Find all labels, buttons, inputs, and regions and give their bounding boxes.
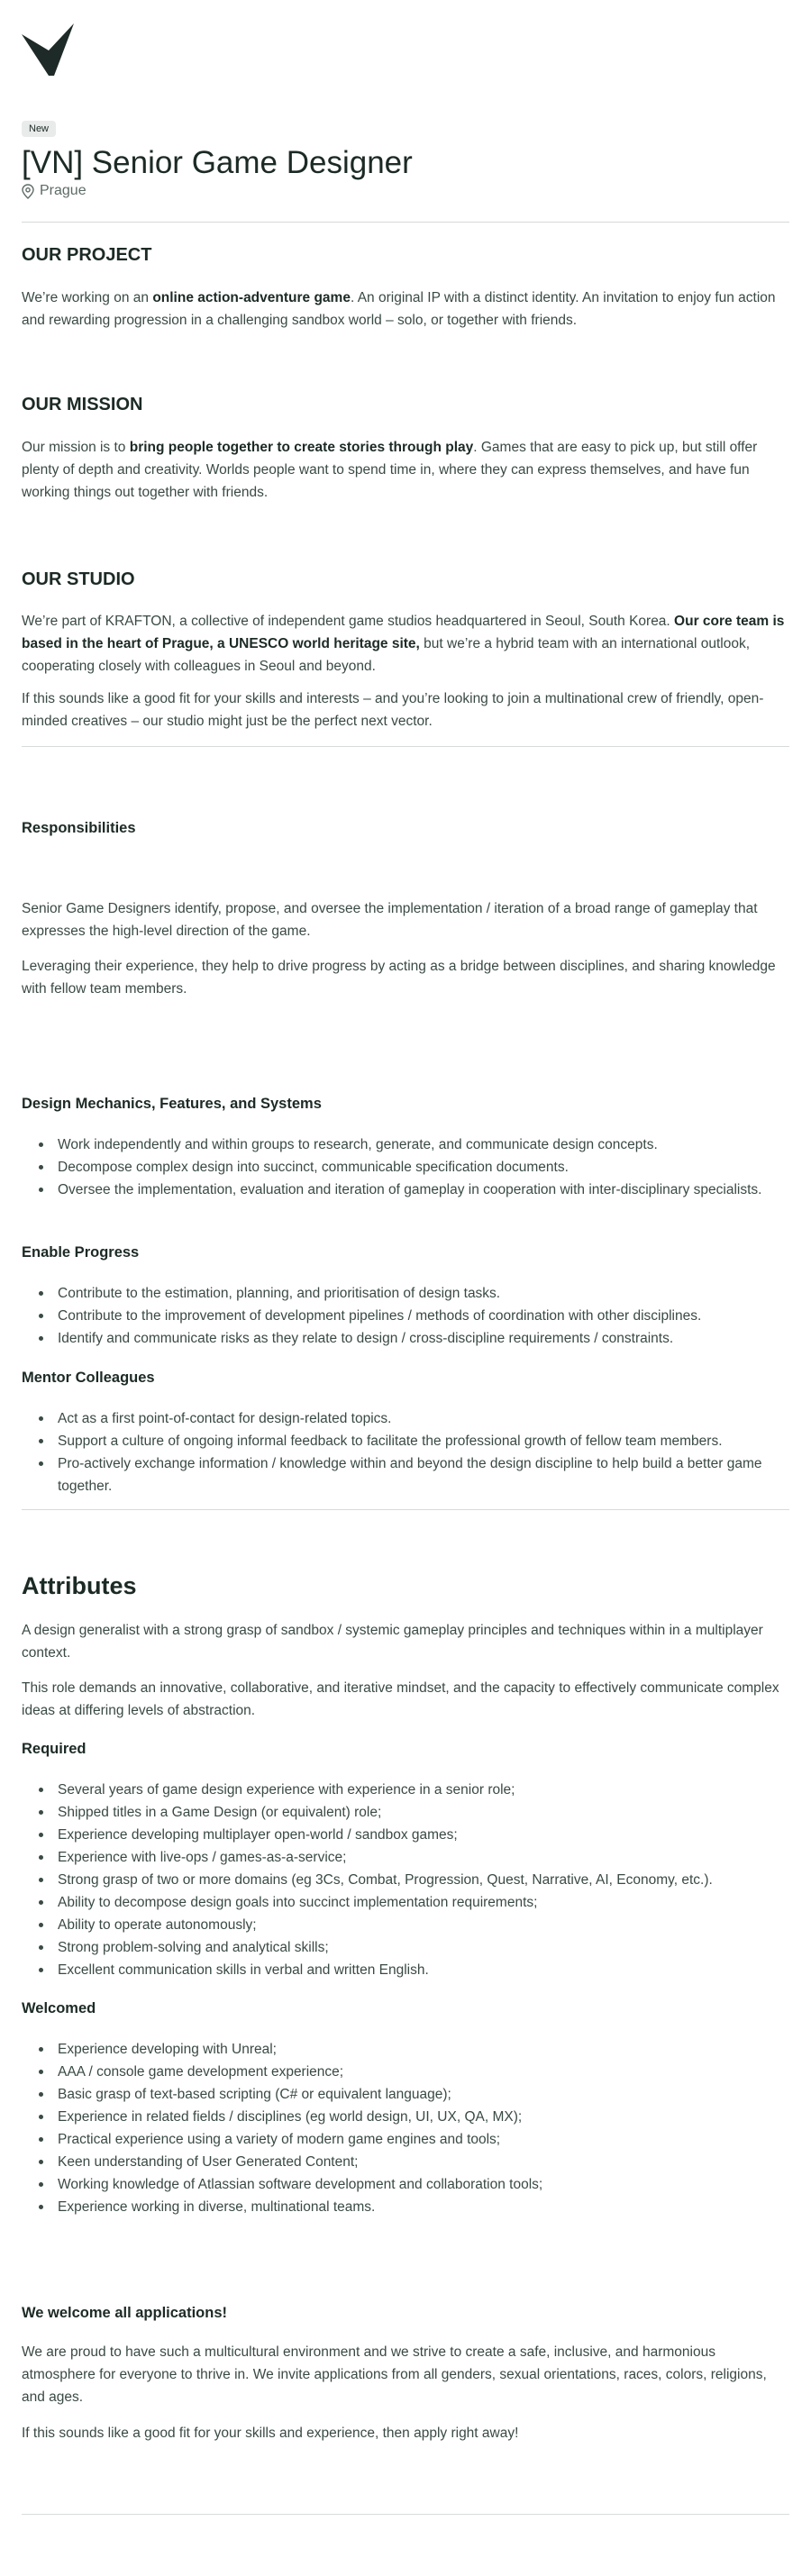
studio-text: We’re part of KRAFTON, a collective of independent game studios headquartered in Seoul, South Korea. Our core team is based in the heart of Prague, a UNESCO world heritage site, but we’re a hybrid team with an international outlook, cooperating closely with colleagues in Seoul and beyond.	[22, 614, 785, 674]
welcome-text-2: If this sounds like a good fit for your skills and experience, then apply right away!	[22, 2426, 519, 2441]
required-heading: Required	[22, 1741, 87, 1757]
group-title-design: Design Mechanics, Features, and Systems	[22, 1096, 322, 1112]
list-item: Practical experience using a variety of modern game engines and tools;	[22, 2128, 789, 2151]
list-item: AAA / console game development experience;	[22, 2061, 789, 2083]
required-list	[22, 1779, 789, 1981]
list-item: Act as a first point-of-contact for design-related topics.	[22, 1407, 789, 1430]
list-item: Several years of game design experience with experience in a senior role;	[22, 1779, 789, 1801]
list-item: Pro-actively exchange information / knowledge within and beyond the design discipline to help build a better game together.	[22, 1452, 789, 1497]
list-item: Work independently and within groups to research, generate, and communicate design concepts.	[22, 1133, 789, 1156]
mentor-list	[22, 1407, 789, 1497]
job-title: [VN] Senior Game Designer	[22, 145, 413, 180]
new-badge: New	[22, 121, 56, 137]
attributes-intro: A design generalist with a strong grasp of sandbox / systemic gameplay principles and techniques within in a multiplayer context.	[22, 1623, 763, 1661]
list-item: Basic grasp of text-based scripting (C# or equivalent language);	[22, 2083, 789, 2106]
design-list	[22, 1133, 789, 1201]
studio-heading: OUR STUDIO	[22, 569, 135, 589]
divider	[22, 2514, 789, 2515]
responsibilities-intro: Senior Game Designers identify, propose, and oversee the implementation / iteration of a broad range of gameplay that expresses the high-level direction of the game.	[22, 901, 758, 939]
group-title-mentor: Mentor Colleagues	[22, 1370, 155, 1386]
attributes-intro-2: This role demands an innovative, collaborative, and iterative mindset, and the capacity to effectively communicate complex ideas at differing levels of abstraction.	[22, 1680, 779, 1718]
list-item: Contribute to the estimation, planning, and prioritisation of design tasks.	[22, 1282, 789, 1305]
company-logo[interactable]	[22, 23, 77, 76]
divider	[22, 222, 789, 223]
mission-text: Our mission is to bring people together to create stories through play. Games that are easy to pick up, but still offer plenty of depth and creativity. Worlds people want to spend time in, where they can express themselves, and have fun working things out together with friends.	[22, 440, 758, 500]
welcomed-list	[22, 2038, 789, 2218]
location-text: Prague	[40, 183, 87, 198]
list-item: Ability to operate autonomously;	[22, 1914, 789, 1936]
progress-list	[22, 1282, 789, 1350]
welcomed-heading: Welcomed	[22, 2000, 96, 2016]
responsibilities-heading: Responsibilities	[22, 820, 136, 836]
list-item: Contribute to the improvement of development pipelines / methods of coordination with other disciplines.	[22, 1305, 789, 1327]
list-item: Identify and communicate risks as they relate to design / cross-discipline requirements / constraints.	[22, 1327, 789, 1350]
list-item: Oversee the implementation, evaluation and iteration of gameplay in cooperation with inter-disciplinary specialists.	[22, 1179, 789, 1201]
list-item: Keen understanding of User Generated Content;	[22, 2151, 789, 2173]
attributes-heading: Attributes	[22, 1572, 137, 1599]
list-item: Excellent communication skills in verbal and written English.	[22, 1959, 789, 1981]
location-pin-icon	[22, 184, 34, 199]
list-item: Strong problem-solving and analytical skills;	[22, 1936, 789, 1959]
welcome-text: We are proud to have such a multicultural environment and we strive to create a safe, inclusive, and harmonious atmosphere for everyone to thrive in. We invite applications from all genders, sexual orientations, races, colors, religions, and ages.	[22, 2344, 767, 2405]
list-item: Experience developing multiplayer open-world / sandbox games;	[22, 1824, 789, 1846]
welcome-heading: We welcome all applications!	[22, 2305, 228, 2321]
list-item: Ability to decompose design goals into succinct implementation requirements;	[22, 1891, 789, 1914]
mission-heading: OUR MISSION	[22, 395, 143, 414]
divider	[22, 746, 789, 747]
list-item: Experience developing with Unreal;	[22, 2038, 789, 2061]
list-item: Working knowledge of Atlassian software development and collaboration tools;	[22, 2173, 789, 2196]
list-item: Support a culture of ongoing informal feedback to facilitate the professional growth of fellow team members.	[22, 1430, 789, 1452]
list-item: Experience working in diverse, multinational teams.	[22, 2196, 789, 2218]
list-item: Experience in related fields / disciplines (eg world design, UI, UX, QA, MX);	[22, 2106, 789, 2128]
studio-text-2: If this sounds like a good fit for your skills and interests – and you’re looking to join a multinational crew of friendly, open-minded creatives – our studio might just be the perfect next vector.	[22, 691, 764, 729]
divider	[22, 1509, 789, 1510]
job-location	[22, 183, 87, 199]
group-title-progress: Enable Progress	[22, 1244, 140, 1261]
list-item: Decompose complex design into succinct, communicable specification documents.	[22, 1156, 789, 1179]
project-heading: OUR PROJECT	[22, 245, 152, 265]
responsibilities-intro-2: Leveraging their experience, they help to drive progress by acting as a bridge between disciplines, and sharing knowledge with fellow team members.	[22, 959, 776, 997]
project-text: We’re working on an online action-adventure game. An original IP with a distinct identity. An invitation to enjoy fun action and rewarding progression in a challenging sandbox world – solo, or together with friends.	[22, 290, 776, 328]
list-item: Shipped titles in a Game Design (or equivalent) role;	[22, 1801, 789, 1824]
list-item: Experience with live-ops / games-as-a-service;	[22, 1846, 789, 1869]
list-item: Strong grasp of two or more domains (eg 3Cs, Combat, Progression, Quest, Narrative, AI, Economy, etc.).	[22, 1869, 789, 1891]
